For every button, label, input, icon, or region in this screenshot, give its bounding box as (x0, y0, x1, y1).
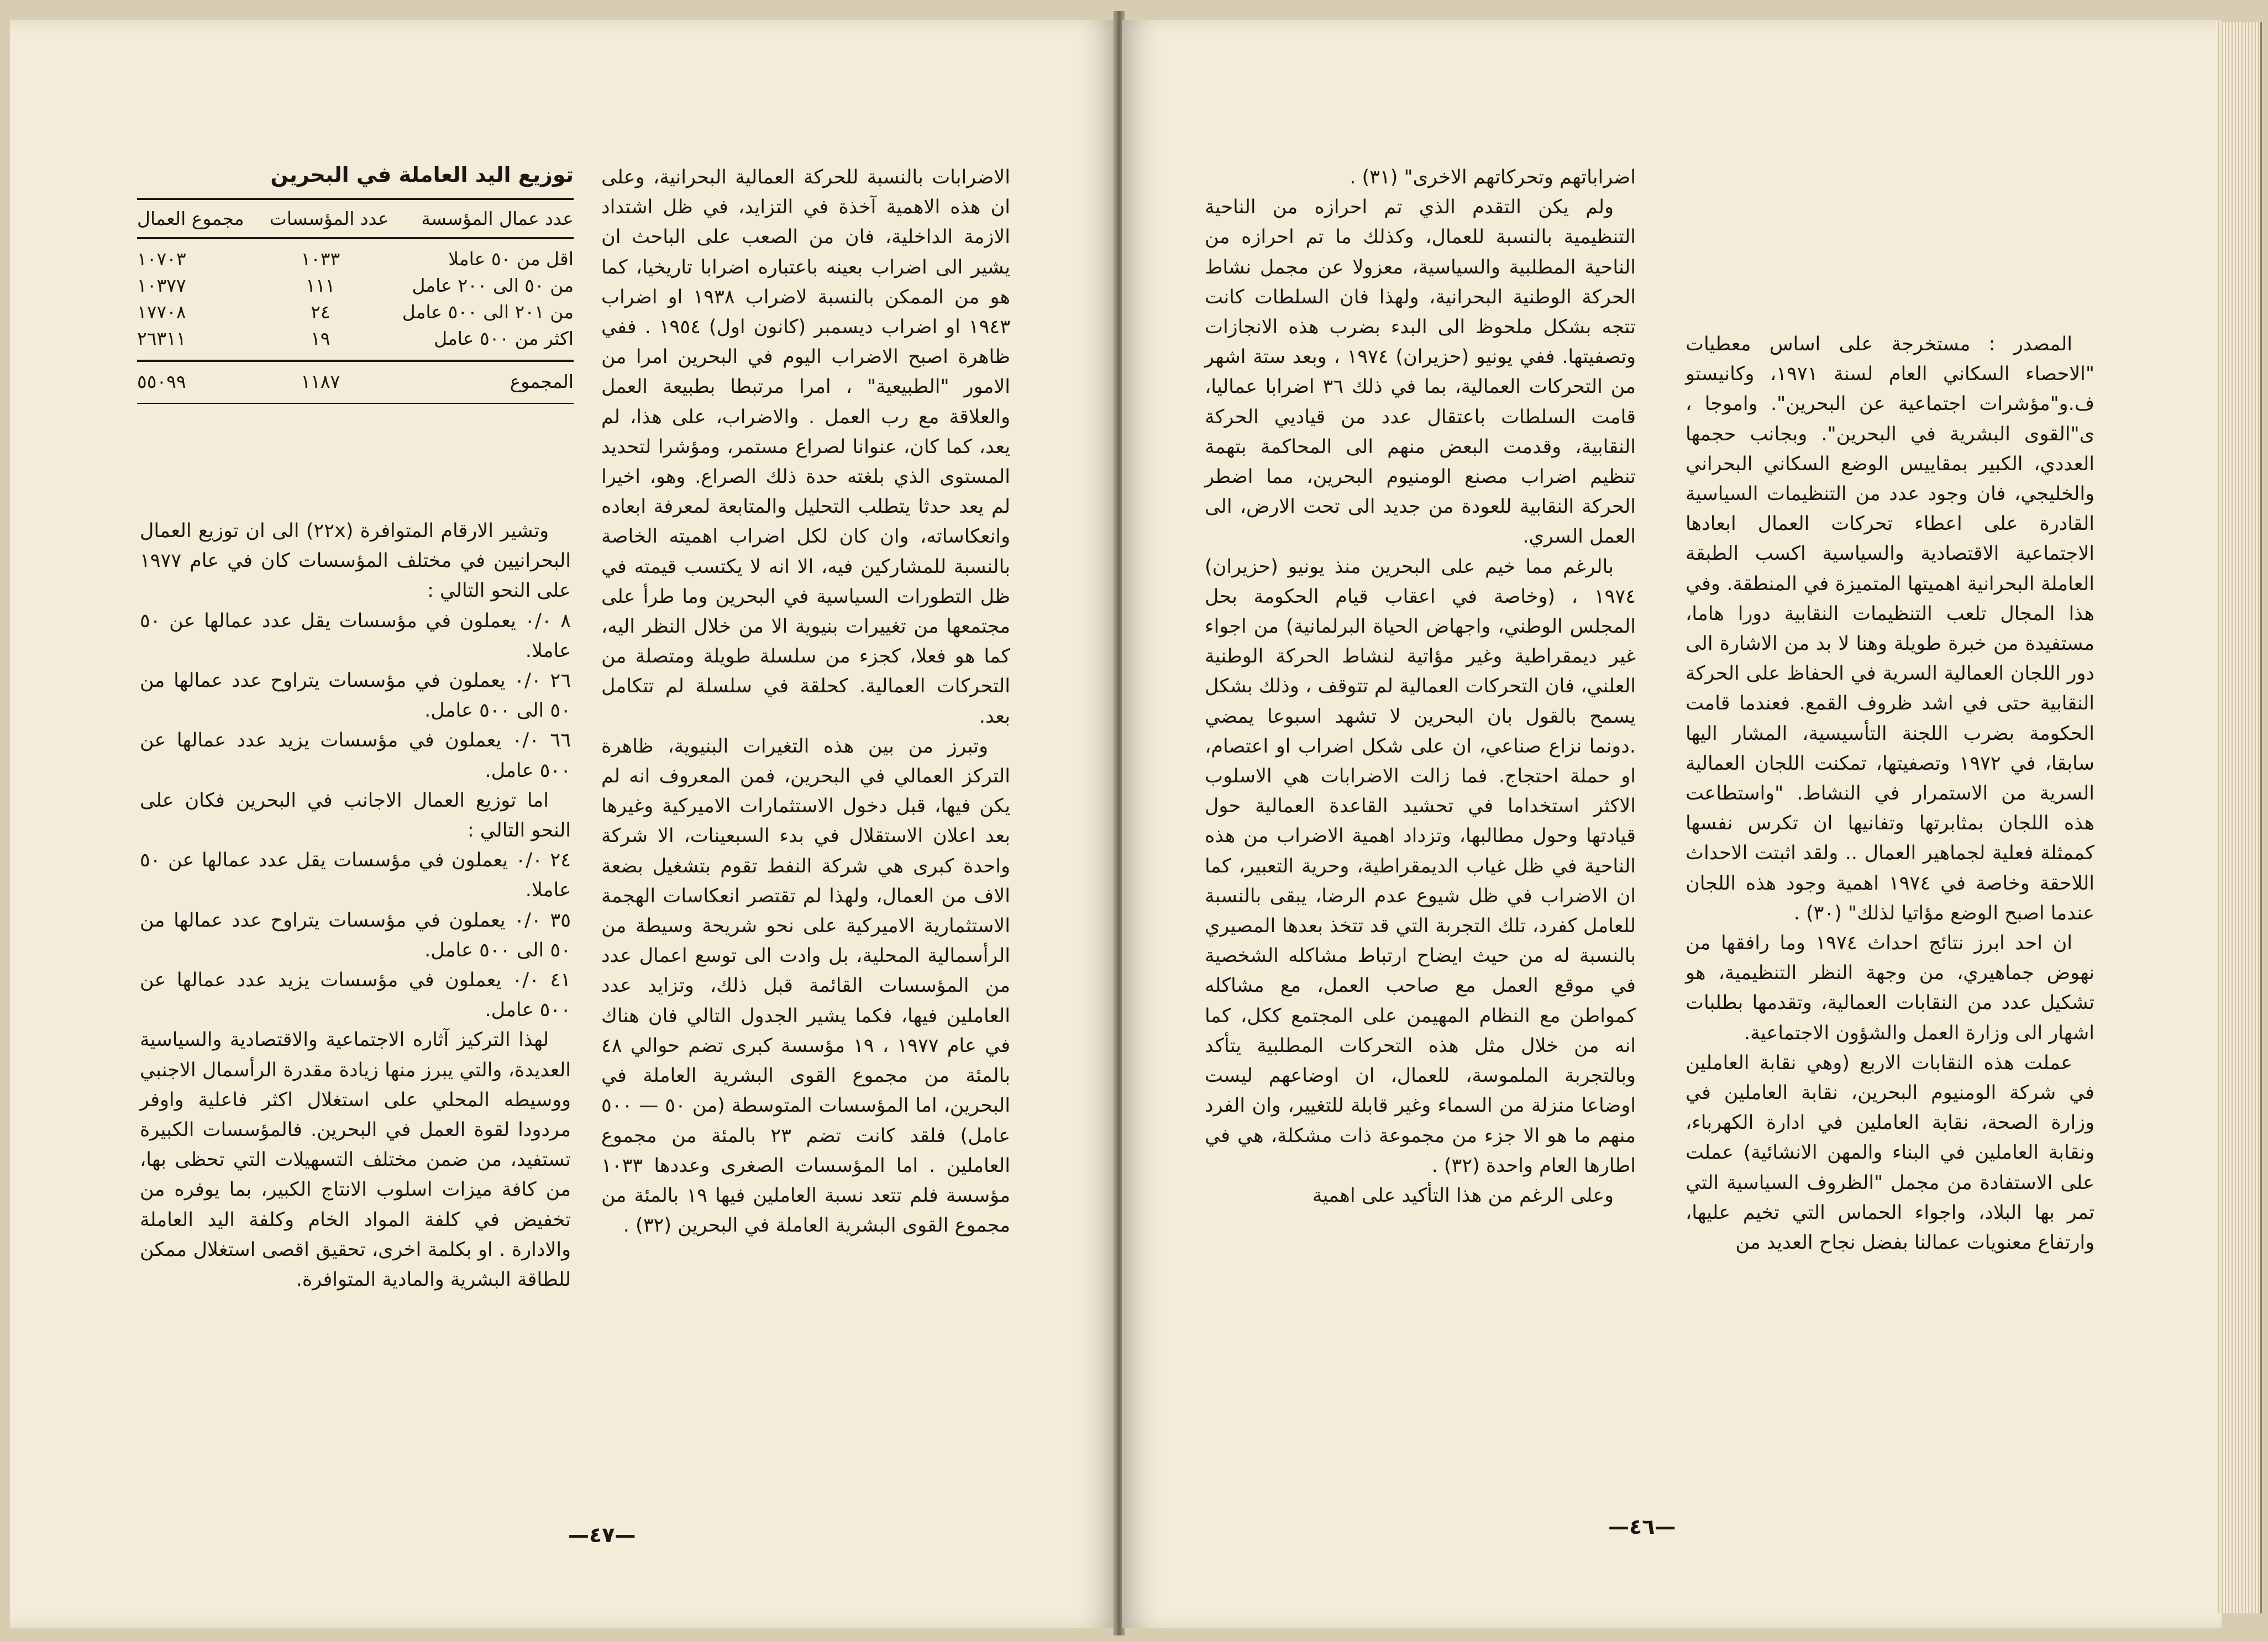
table-header: مجموع العمال (137, 208, 244, 229)
table-cell: المجموع (510, 371, 574, 392)
paragraph: لهذا التركيز آثاره الاجتماعية والاقتصادية والسياسية العديدة، والتي يبرز منها زيادة مقدرة الرأسمال الاجنبي ووسيطه المحلي على استغلال اكثر فاعلية واوفر مردودا لقوة العمل في البحرين. فالمؤسسات الكبيرة تستفيد، من ضمن مختلف التسهيلات التي تحظى بها، من كافة ميزات اسلوب الانتاج الكبير، بما يوفره من تخفيض في كلفة المواد الخام وكلفة اليد العاملة والادارة . او بكلمة اخرى، تحقيق اقصى استغلال ممكن للطاقة البشرية والمادية المتوافرة. (140, 1029, 571, 1291)
paragraph: الاضرابات بالنسبة للحركة العمالية البحرانية، وعلى ان هذه الاهمية آخذة في التزايد، في ظل اشتداد الازمة الداخلية، فان من الصعب على الباحث ان يشير الى اضراب بعينه باعتباره اضرابا تاريخيا، كما هو من الممكن بالنسبة لاضراب ١٩٣٨ او اضراب ١٩٤٣ او اضراب ديسمبر (كانون اول) ١٩٥٤ . ففي ظاهرة اصبح الاضراب اليوم في البحرين امرا من الامور "الطبيعية" ، امرا مرتبطا بطبيعة العمل والعلاقة مع رب العمل . والاضراب، على هذا، لم يعد، كما كان، عنوانا لصراع مستمر، ومؤشرا لتحديد المستوى الذي بلغته حدة ذلك الصراع. وهو، اخيرا لم يعد حدثا يتطلب التحليل والمتابعة لمعرفة ابعاده وانعكاساته، وان كان لكل اضراب اهميته الخاصة بالنسبة للمشاركين فيه، الا انه لا يكتسب قيمته في ظل التطورات السياسية في البحرين وما طرأ على مجتمعها من تغييرات بنيوية الا من خلال النظر اليه، كما هو فعلا، كجزء من سلسلة طويلة ومتصلة من التحركات العمالية. كحلقة في سلسلة لم تتكامل بعد. (601, 166, 1011, 728)
table-total (137, 362, 574, 395)
table-cell: ٢٦٣١١ (137, 328, 186, 349)
right-page-right-column (1686, 329, 2094, 1258)
table-title: توزيع اليد العاملة في البحرين (270, 162, 574, 187)
list-item: ٦٦ ٠/٠ يعملون في مؤسسات يزيد عدد عمالها عن ٥٠٠ عامل. (140, 729, 571, 782)
list-item: ٨ ٠/٠ يعملون في مؤسسات يقل عدد عمالها عن ٥٠ عاملا. (140, 609, 571, 662)
paragraph: اما توزيع العمال الاجانب في البحرين فكان على النحو التالي : (140, 789, 571, 842)
paragraph: وتبرز من بين هذه التغيرات البنيوية، ظاهرة التركز العمالي في البحرين، فمن المعروف انه لم يكن فيها، قبل دخول الاستثمارات الاميركية وغيرها بعد اعلان الاستقلال في بدء السبعينات، الا شركة واحدة كبرى هي شركة النفط تقوم بتشغيل بضعة الاف من العمال، ولهذا لم تقتصر انعكاسات الهجمة الاستثمارية الاميركية على نحو شريحة وسيطة من الرأسمالية المحلية، بل وادت الى توسع اعمال عدد من المؤسسات القائمة قبل ذلك، وتزايد عدد العاملين فيها، فكما يشير الجدول التالي فان هناك في عام ١٩٧٧ ، ١٩ مؤسسة كبرى تضم حوالي ٤٨ بالمئة من مجموع القوى البشرية العاملة في البحرين، اما المؤسسات المتوسطة (من ٥٠ — ٥٠٠ عامل) فلقد كانت تضم ٢٣ بالمئة من مجموع العاملين . اما المؤسسات الصغرى وعددها ١٠٣٣ مؤسسة فلم تتعد نسبة العاملين فيها ١٩ بالمئة من مجموع القوى البشرية العاملة في البحرين (٣٢) . (601, 735, 1010, 1237)
paragraph: عملت هذه النقابات الاربع (وهي نقابة العاملين في شركة الومنيوم البحرين، نقابة العاملين في وزارة الصحة، نقابة العاملين في ادارة الكهرباء، ونقابة العاملين في البناء والمهن الانشائية) عملت على الاستفادة من مجمل "الظروف السياسية التي تمر بها البلاد، واجواء الحماس التي تخيم عليها، وارتفاع معنويات عمالنا بفضل نجاح العديد من (1686, 1051, 2094, 1254)
page-number: —٤٧— (568, 1523, 636, 1547)
table-cell: من ٢٠١ الى ٥٠٠ عامل (402, 301, 574, 323)
paragraph: ولم يكن التقدم الذي تم احرازه من الناحية التنظيمية بالنسبة للعمال، وكذلك ما تم احرازه من الناحية المطلبية والسياسية، معزولا عن مجمل نشاط الحركة الوطنية البحرانية، ولهذا فان السلطات كانت تتجه بشكل ملحوظ الى البدء بضرب هذه الانجازات وتصفيتها. ففي يونيو (حزيران) ١٩٧٤ ، وبعد ستة اشهر من التحركات العمالية، بما في ذلك ٣٦ اضرابا عماليا، قامت السلطات باعتقال عدد من قياديي الحركة النقابية، وقدمت البعض منهم الى المحاكمة بتهمة تنظيم اضراب مصنع الومنيوم البحرين، مما اضطر الحركة النقابية للعودة من جديد الى تحت الارض، الى العمل السري. (1205, 196, 1636, 548)
table-cell: من ٥٠ الى ٢٠٠ عامل (412, 275, 574, 296)
table-header: عدد عمال المؤسسة (421, 208, 574, 229)
list-item: ٢٦ ٠/٠ يعملون في مؤسسات يتراوح عدد عمالها من ٥٠ الى ٥٠٠ عامل. (140, 670, 571, 722)
table-cell: ١٠٣٧٧ (137, 275, 186, 296)
table-body (137, 246, 574, 352)
table-total-row (137, 362, 574, 395)
table-cell: ١٩ (311, 328, 330, 349)
list-item: ٢٤ ٠/٠ يعملون في مؤسسات يقل عدد عمالها عن ٥٠ عاملا. (140, 849, 571, 902)
table-header-row (137, 200, 574, 237)
table-cell: ١١٨٧ (301, 371, 340, 392)
paragraph: ان احد ابرز نتائج احداث ١٩٧٤ وما رافقها من نهوض جماهيري، من وجهة النظر التنظيمية، هو تشكيل عدد من النقابات العمالية، وتقدمها بطلبات اشهار الى وزارة العمل والشؤون الاجتماعية. (1686, 932, 2094, 1044)
table-cell: ١٧٧٠٨ (137, 301, 186, 323)
page-number: —٤٦— (1608, 1514, 1676, 1539)
labor-distribution-table (137, 162, 574, 404)
table-row (137, 325, 574, 352)
table-cell: ١١١ (306, 275, 335, 296)
table-cell: ١٠٧٠٣ (137, 248, 186, 270)
table (137, 200, 574, 237)
paragraph: المصدر : مستخرجة على اساس معطيات "الاحصاء السكاني العام لسنة ١٩٧١، وكانيستو ف.و"مؤشرات اجتماعية عن البحرين". واموجا ، ى"القوى البشرية في البحرين". وبجانب حجمها العددي، الكبير بمقاييس الوضع السكاني البحراني والخليجي، فان وجود عدد من التنظيمات السياسية القادرة على اعطاء تحركات العمال ابعادها الاجتماعية الاقتصادية والسياسية اكسب الطبقة العاملة البحرانية اهميتها المتميزة في المنطقة. وفي هذا المجال تلعب التنظيمات النقابية دورا هاما، مستفيدة من خبرة طويلة وهنا لا بد من الاشارة الى دور اللجان العمالية السرية في الحفاظ على الحركة النقابية حتى في اشد ظروف القمع. فعندما قامت الحكومة بضرب اللجنة التأسيسية، المشار اليها سابقا، في ١٩٧٢ وتصفيتها، تمكنت اللجان العمالية السرية من الاستمرار في النشاط. "واستطاعت هذه اللجان بمثابرتها وتفانيها ان تكرس نفسها كممثلة فعلية لجماهير العمال .. ولقد اثبتت الاحداث اللاحقة وخاصة في ١٩٧٤ اهمية وجود هذه اللجان عندما اصبح الوضع مؤاتيا لذلك" (٣٠) . (1686, 333, 2095, 924)
table-cell: ١٠٣٣ (301, 248, 340, 270)
left-page (10, 20, 1116, 1628)
list-item: ٣٥ ٠/٠ يعملون في مؤسسات يتراوح عدد عمالها من ٥٠ الى ٥٠٠ عامل. (140, 909, 571, 961)
list-item: ٤١ ٠/٠ يعملون في مؤسسات يزيد عدد عمالها عن ٥٠٠ عامل. (140, 969, 571, 1022)
table-header-rule (137, 237, 574, 239)
right-page (1122, 20, 2222, 1628)
table-cell: ٢٤ (311, 301, 330, 323)
right-page-left-column (1205, 162, 1636, 1211)
paragraph: وتشير الارقام المتوافرة (٢٢x) الى ان توزيع العمال البحرانيين في مختلف المؤسسات كان في عام ١٩٧٧ على النحو التالي : (140, 520, 571, 602)
table-header: عدد المؤسسات (269, 208, 389, 229)
paragraph: بالرغم مما خيم على البحرين منذ يونيو (حزيران) ١٩٧٤ ، (وخاصة في اعقاب قيام الحكومة بحل المجلس الوطني، واجهاض الحياة البرلمانية) من اجواء غير ديمقراطية وغير مؤاتية لنشاط الحركة الوطنية العلني، فان التحركات العمالية لم تتوقف ، وذلك بشكل يسمح بالقول بان البحرين لا تشهد اسبوعا يمضي .دونما نزاع صناعي، ان على شكل اضراب او اعتصام، او حملة احتجاج. فما زالت الاضرابات هي الاسلوب الاكثر استخداما في تحشيد القاعدة العمالية حول قيادتها وحول مطالبها، وتزداد اهمية الاضراب من هذه الناحية في ظل غياب الديمقراطية، وحرية التعبير، كما ان الاضراب في ظل شيوع عدم الرضا، يبقى بالنسبة للعامل كفرد، تلك التجربة التي قد تتخذ بعدها المصيري بالنسبة له من حيث ايضاح ارتباط مشاكله الشخصية في موقع العمل مع صاحب العمل، مع مشاكله كمواطن مع النظام المهيمن على المجتمع ككل، كما انه من خلال مثل هذه التحركات المطلبية يتأكد وبالتجربة الملموسة، للعمال، ان اوضاعهم ليست اوضاعا منزلة من السماء وغير قابلة للتغيير، وان الفرد منهم ما هو الا جزء من مجموعة ذات مشكلة، هي في اطارها العام واحدة (٣٢) . (1205, 555, 1636, 1177)
left-page-left-column (140, 516, 571, 1295)
table-cell: اكثر من ٥٠٠ عامل (434, 328, 574, 349)
table-cell: اقل من ٥٠ عاملا (448, 248, 574, 270)
table-row (137, 272, 574, 299)
paragraph: اضراباتهم وتحركاتهم الاخرى" (٣١) . (1350, 166, 1636, 188)
table-row (137, 246, 574, 272)
table-cell: ٥٥٠٩٩ (137, 371, 186, 392)
table-row (137, 299, 574, 325)
page-edges (2216, 22, 2262, 1613)
table-bottom-rule (137, 403, 574, 404)
left-page-right-column (601, 162, 1010, 1240)
paragraph: وعلى الرغم من هذا التأكيد على اهمية (1312, 1184, 1614, 1207)
